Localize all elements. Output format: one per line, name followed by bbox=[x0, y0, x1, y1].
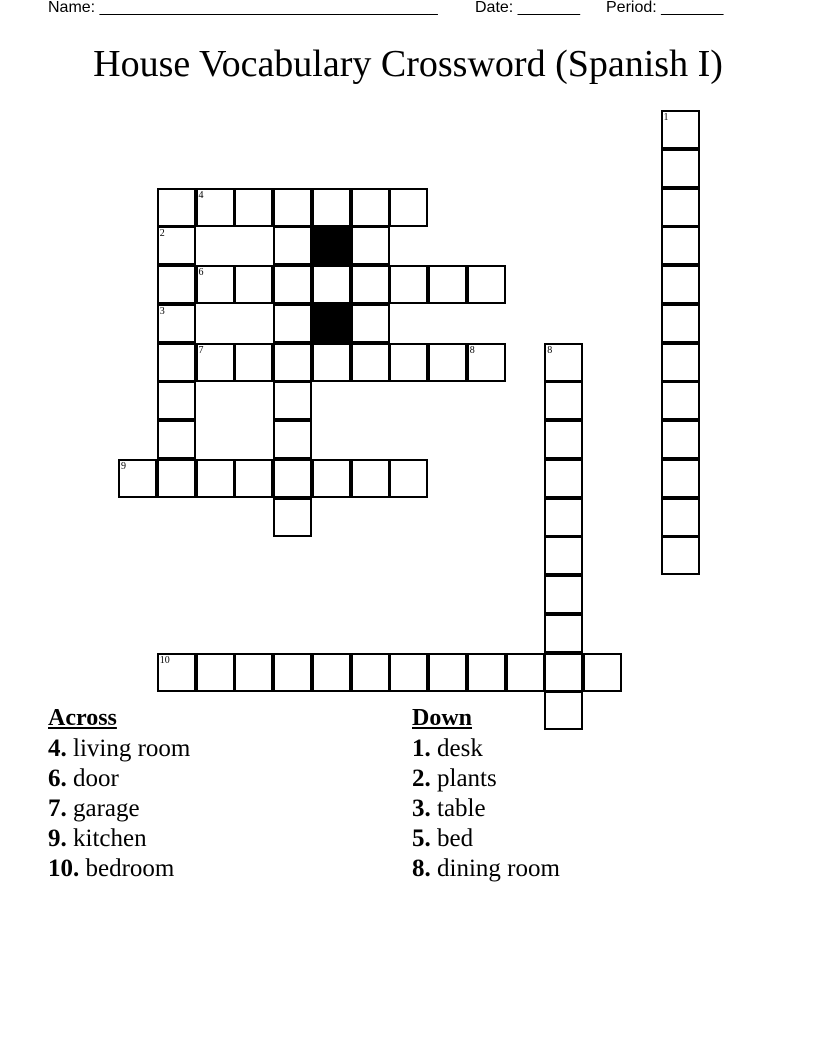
clue-number-label: 2 bbox=[159, 228, 165, 240]
crossword-cell[interactable] bbox=[506, 653, 545, 692]
clue-text: garage bbox=[73, 795, 140, 822]
crossword-cell[interactable] bbox=[467, 343, 506, 382]
clue-number: 6. bbox=[48, 765, 67, 792]
crossword-cell[interactable] bbox=[234, 653, 273, 692]
crossword-cell[interactable] bbox=[661, 536, 700, 575]
down-clue bbox=[412, 794, 560, 824]
crossword-cell[interactable] bbox=[389, 653, 428, 692]
clue-number-label: 7 bbox=[198, 344, 204, 356]
crossword-cell[interactable] bbox=[467, 265, 506, 304]
crossword-cell[interactable] bbox=[273, 381, 312, 420]
page-title: House Vocabulary Crossword (Spanish I) bbox=[93, 43, 723, 85]
crossword-cell[interactable] bbox=[351, 304, 390, 343]
clue-number: 3. bbox=[412, 795, 431, 822]
crossword-cell[interactable] bbox=[157, 265, 196, 304]
crossword-cell[interactable] bbox=[157, 381, 196, 420]
clue-text: plants bbox=[437, 765, 497, 792]
clue-number-label: 9 bbox=[121, 460, 126, 472]
crossword-cell[interactable] bbox=[428, 265, 467, 304]
crossword-cell[interactable] bbox=[661, 343, 700, 382]
crossword-cell[interactable] bbox=[661, 110, 700, 149]
down-clues bbox=[412, 702, 560, 884]
crossword-cell[interactable] bbox=[389, 188, 428, 227]
crossword-cell[interactable] bbox=[428, 653, 467, 692]
across-clue bbox=[48, 764, 190, 794]
down-clue bbox=[412, 854, 560, 884]
crossword-cell[interactable] bbox=[583, 653, 622, 692]
clue-number: 4. bbox=[48, 735, 67, 762]
clue-number: 5. bbox=[412, 825, 431, 852]
clue-text: kitchen bbox=[73, 825, 147, 852]
clue-number-label: 6 bbox=[198, 267, 204, 278]
crossword-cell[interactable] bbox=[157, 304, 196, 343]
crossword-cell[interactable] bbox=[312, 265, 351, 304]
clue-number: 8. bbox=[412, 855, 431, 882]
clue-text: dining room bbox=[437, 855, 560, 882]
clue-text: table bbox=[437, 795, 486, 822]
across-heading: Across bbox=[48, 705, 117, 731]
crossword-cell[interactable] bbox=[351, 653, 390, 692]
crossword-cell[interactable] bbox=[273, 420, 312, 459]
down-clue bbox=[412, 764, 560, 794]
crossword-cell[interactable] bbox=[273, 498, 312, 537]
crossword-cell[interactable] bbox=[196, 188, 235, 227]
crossword-cell[interactable] bbox=[544, 420, 583, 459]
crossword-cell[interactable] bbox=[661, 304, 700, 343]
crossword-cell[interactable] bbox=[157, 420, 196, 459]
crossword-cell[interactable] bbox=[351, 188, 390, 227]
clue-text: bedroom bbox=[85, 855, 175, 882]
crossword-cell[interactable] bbox=[312, 653, 351, 692]
clue-number: 1. bbox=[412, 735, 431, 762]
crossword-block bbox=[312, 304, 351, 343]
crossword-cell[interactable] bbox=[351, 343, 390, 382]
clue-number-label: 10 bbox=[159, 654, 170, 666]
clue-text: door bbox=[73, 765, 119, 792]
crossword-cell[interactable] bbox=[312, 343, 351, 382]
clue-number: 9. bbox=[48, 825, 67, 852]
crossword-cell[interactable] bbox=[389, 265, 428, 304]
crossword-cell[interactable] bbox=[234, 265, 273, 304]
down-heading: Down bbox=[412, 705, 473, 731]
crossword-cell[interactable] bbox=[389, 459, 428, 498]
crossword-cell[interactable] bbox=[273, 459, 312, 498]
crossword-cell[interactable] bbox=[273, 343, 312, 382]
crossword-cell[interactable] bbox=[273, 226, 312, 265]
crossword-cell[interactable] bbox=[544, 575, 583, 614]
crossword-cell[interactable] bbox=[312, 459, 351, 498]
crossword-cell[interactable] bbox=[467, 653, 506, 692]
crossword-cell[interactable] bbox=[351, 459, 390, 498]
clue-number-label: 1 bbox=[663, 112, 669, 123]
crossword-cell[interactable] bbox=[196, 459, 235, 498]
crossword-cell[interactable] bbox=[157, 188, 196, 227]
crossword-cell[interactable] bbox=[234, 343, 273, 382]
clue-number: 2. bbox=[412, 765, 431, 792]
across-clue bbox=[48, 794, 190, 824]
crossword-cell[interactable] bbox=[661, 381, 700, 420]
clue-number-label: 4 bbox=[198, 189, 204, 201]
crossword-cell[interactable] bbox=[273, 304, 312, 343]
crossword-cell[interactable] bbox=[544, 459, 583, 498]
clue-text: bed bbox=[437, 825, 474, 852]
crossword-cell[interactable] bbox=[544, 498, 583, 537]
down-clue bbox=[412, 824, 560, 854]
crossword-cell[interactable] bbox=[544, 381, 583, 420]
clue-text: desk bbox=[437, 735, 483, 762]
name-field-label: Name: ______________________________________ bbox=[48, 0, 438, 16]
across-clue bbox=[48, 734, 190, 764]
crossword-block bbox=[312, 226, 351, 265]
clue-number: 10. bbox=[48, 855, 80, 882]
crossword-cell[interactable] bbox=[544, 343, 583, 382]
crossword-cell[interactable] bbox=[661, 149, 700, 188]
clue-number: 7. bbox=[48, 795, 67, 822]
clue-number-label: 8 bbox=[469, 344, 475, 356]
crossword-cell[interactable] bbox=[196, 343, 235, 382]
crossword-cell[interactable] bbox=[351, 265, 390, 304]
crossword-cell[interactable] bbox=[661, 226, 700, 265]
crossword-cell[interactable] bbox=[544, 614, 583, 653]
crossword-cell[interactable] bbox=[157, 343, 196, 382]
crossword-cell[interactable] bbox=[118, 459, 157, 498]
across-clue bbox=[48, 854, 190, 884]
clue-number-label: 3 bbox=[159, 305, 165, 317]
clue-number-label: 8 bbox=[547, 344, 553, 356]
crossword-cell[interactable] bbox=[273, 188, 312, 227]
crossword-cell[interactable] bbox=[428, 343, 467, 382]
period-field-label: Period: _______ bbox=[606, 0, 724, 16]
down-clue bbox=[412, 734, 560, 764]
crossword-cell[interactable] bbox=[234, 188, 273, 227]
date-field-label: Date: _______ bbox=[475, 0, 580, 16]
crossword-cell[interactable] bbox=[661, 265, 700, 304]
crossword-cell[interactable] bbox=[661, 498, 700, 537]
crossword-cell[interactable] bbox=[661, 420, 700, 459]
across-clue bbox=[48, 824, 190, 854]
crossword-cell[interactable] bbox=[273, 653, 312, 692]
crossword-cell[interactable] bbox=[196, 265, 235, 304]
crossword-cell[interactable] bbox=[234, 459, 273, 498]
crossword-cell[interactable] bbox=[157, 459, 196, 498]
crossword-cell[interactable] bbox=[157, 226, 196, 265]
crossword-cell[interactable] bbox=[351, 226, 390, 265]
crossword-cell[interactable] bbox=[157, 653, 196, 692]
crossword-cell[interactable] bbox=[544, 653, 583, 692]
crossword-cell[interactable] bbox=[389, 343, 428, 382]
crossword-cell[interactable] bbox=[661, 188, 700, 227]
clue-text: living room bbox=[73, 735, 191, 762]
crossword-cell[interactable] bbox=[544, 536, 583, 575]
crossword-cell[interactable] bbox=[273, 265, 312, 304]
across-clues bbox=[48, 702, 190, 884]
crossword-cell[interactable] bbox=[661, 459, 700, 498]
crossword-cell[interactable] bbox=[196, 653, 235, 692]
crossword-cell[interactable] bbox=[312, 188, 351, 227]
